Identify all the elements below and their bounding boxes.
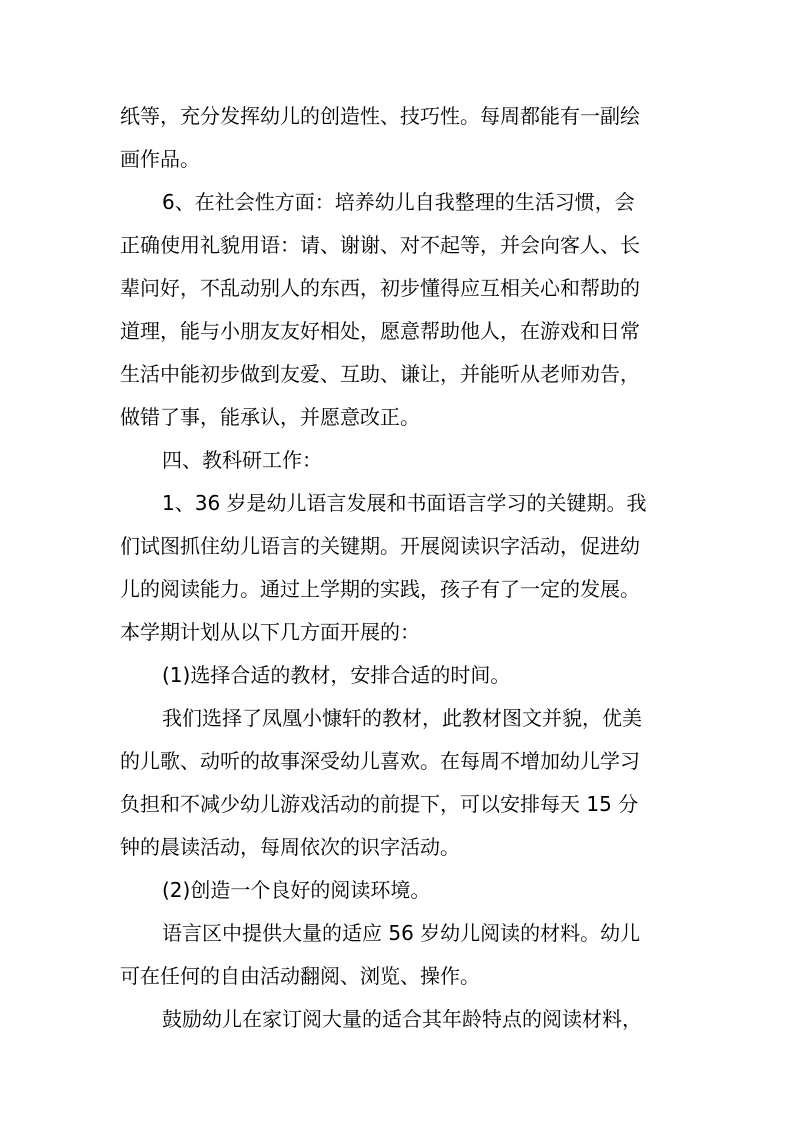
text-line: 负担和不减少幼儿游戏活动的前提下，可以安排每天 15 分 [120, 792, 639, 816]
text-line: 辈问好，不乱动别人的东西，初步懂得应互相关心和帮助的 [120, 276, 640, 300]
text-line: 的儿歌、动听的故事深受幼儿喜欢。在每周不增加幼儿学习 [120, 749, 640, 773]
text-line: 本学期计划从以下几方面开展的： [120, 620, 420, 644]
text-line: 做错了事，能承认，并愿意改正。 [120, 405, 420, 429]
text-line: 儿的阅读能力。通过上学期的实践，孩子有了一定的发展。 [120, 577, 640, 601]
subheading: (2)创造一个良好的阅读环境。 [162, 878, 431, 902]
text-line: 们试图抓住幼儿语言的关键期。开展阅读识字活动，促进幼 [120, 534, 640, 558]
subheading: (1)选择合适的教材，安排合适的时间。 [162, 663, 511, 687]
text-line: 鼓励幼儿在家订阅大量的适合其年龄特点的阅读材料， [162, 1007, 642, 1031]
text-line: 语言区中提供大量的适应 56 岁幼儿阅读的材料。幼儿 [162, 921, 641, 945]
text-line: 钟的晨读活动，每周依次的识字活动。 [120, 835, 460, 859]
text-line: 生活中能初步做到友爱、互助、谦让，并能听从老师劝告， [120, 362, 640, 386]
text-line: 道理，能与小朋友友好相处，愿意帮助他人，在游戏和日常 [120, 319, 640, 343]
text-line: 6、在社会性方面：培养幼儿自我整理的生活习惯，会 [162, 190, 635, 214]
text-line: 画作品。 [120, 147, 200, 171]
text-line: 1、36 岁是幼儿语言发展和书面语言学习的关键期。我 [162, 491, 647, 515]
section-heading: 四、教科研工作： [162, 448, 322, 472]
text-line: 可在任何的自由活动翻阅、浏览、操作。 [120, 964, 480, 988]
text-line: 正确使用礼貌用语：请、谢谢、对不起等，并会向客人、长 [120, 233, 640, 257]
text-line: 我们选择了凤凰小慷轩的教材，此教材图文并貌，优美 [162, 706, 642, 730]
text-line: 纸等，充分发挥幼儿的创造性、技巧性。每周都能有一副绘 [120, 104, 640, 128]
